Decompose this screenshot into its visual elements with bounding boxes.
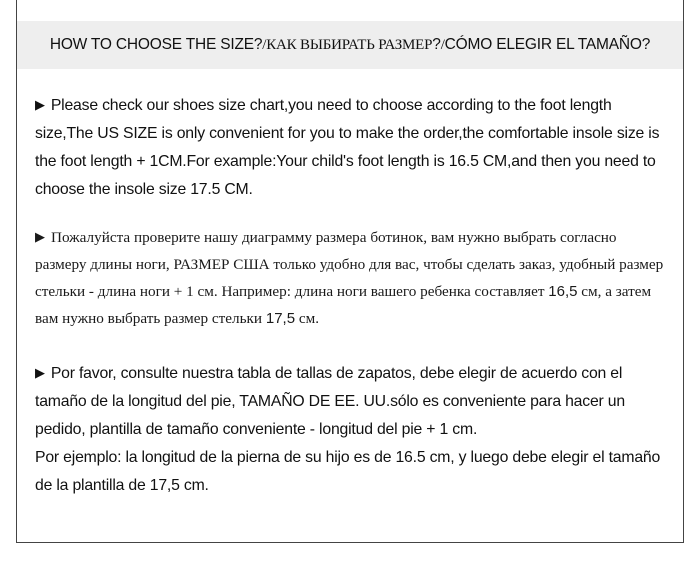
size-guide-header xyxy=(17,21,683,69)
header-title-es: CÓMO ELEGIR EL TAMAÑO? xyxy=(444,36,651,53)
paragraph-spanish-example: Por ejemplo: la longitud de la pierna de su hijo es de 16.5 cm, y luego debe elegir el tamaño de la plantilla de 17,5 cm. xyxy=(35,449,661,494)
header-title-en: HOW TO CHOOSE THE SIZE? xyxy=(49,36,263,53)
paragraph-russian-text: см, а затем вам нужно выбрать размер стельки xyxy=(35,283,652,327)
paragraph-russian-text: см. xyxy=(295,310,320,327)
header-question-mark: ? xyxy=(432,36,441,53)
paragraph-spanish xyxy=(35,359,669,500)
bullet-triangle-icon: ▶ xyxy=(35,229,45,244)
insole-size-value: 17,5 xyxy=(265,310,296,327)
paragraph-spanish-text: Por favor, consulte nuestra tabla de tallas de zapatos, debe elegir de acuerdo con el tamaño de la longitud del pie, TAMAÑO DE EE. UU.sólo es conveniente para hacer un pedido, plantilla de tamaño conveniente - longitud del pie + 1 cm. xyxy=(35,365,625,438)
paragraph-russian-text: Пожалуйста проверите нашу диаграмму размера ботинок, вам нужно выбрать согласно размеру длины ноги, РАЗМЕР США только удобно для вас, чтобы сделать заказ, удобный размер стельки - длина ноги + 1 см. Например: длина ноги вашего ребенка составляет xyxy=(35,229,664,300)
header-separator: / xyxy=(262,36,267,53)
paragraph-english xyxy=(35,91,669,204)
size-guide-panel xyxy=(16,0,684,543)
paragraph-russian xyxy=(35,223,669,332)
header-title-ru: КАК ВЫБИРАТЬ РАЗМЕР xyxy=(266,36,433,53)
bullet-triangle-icon: ▶ xyxy=(35,97,45,112)
paragraph-english-text: Please check our shoes size chart,you need to choose according to the foot length size,The US SIZE is only convenient for you to make the order,the comfortable insole size is the foot length + 1CM.For example:Your child's foot length is 16.5 CM,and then you need to choose the insole size 17.5 CM. xyxy=(35,97,660,198)
header-separator: / xyxy=(440,36,445,53)
foot-length-value: 16,5 xyxy=(548,283,578,300)
bullet-triangle-icon: ▶ xyxy=(35,365,45,380)
